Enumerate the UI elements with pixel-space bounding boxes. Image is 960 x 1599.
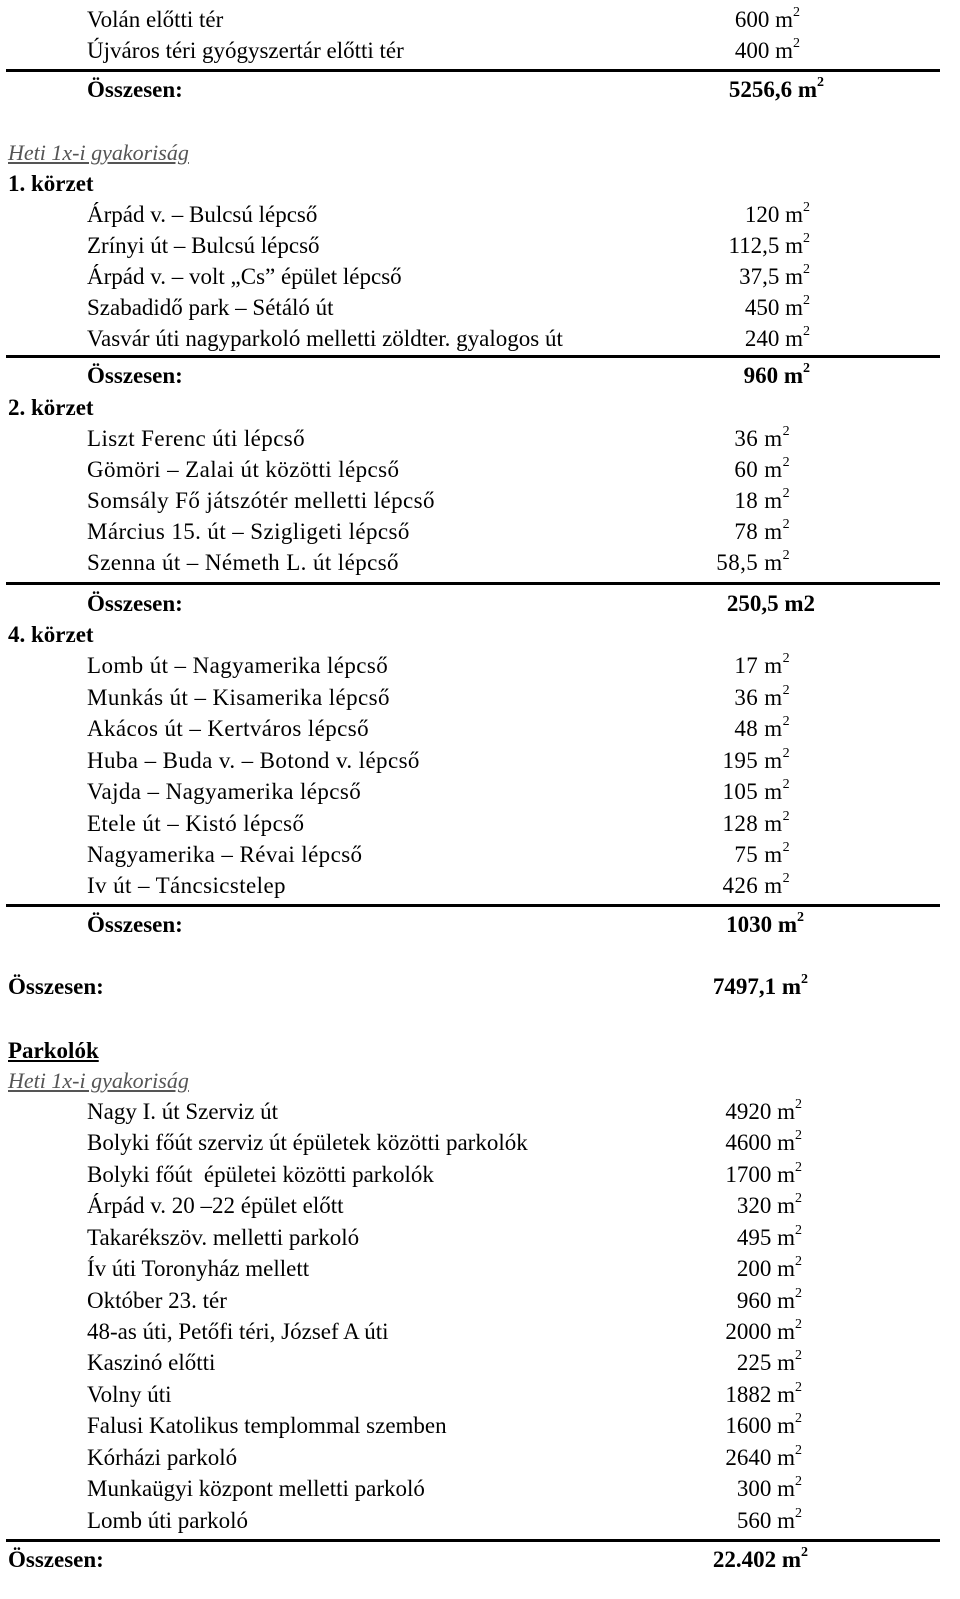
list-item: Somsály Fő játszótér melletti lépcső 18 $m^2$ bbox=[87, 486, 790, 513]
district-title: 4. körzet bbox=[8, 622, 94, 647]
subtotal-row: Összesen: 960 $m^2$ bbox=[87, 361, 810, 388]
divider bbox=[6, 355, 940, 358]
list-item: Akácos út – Kertváros lépcső 48 $m^2$ bbox=[87, 714, 790, 741]
list-item: Lomb úti parkoló 560 $m^2$ bbox=[87, 1506, 802, 1533]
divider bbox=[6, 1539, 940, 1542]
list-item: Árpád v. 20 –22 épület előtt 320 $m^2$ bbox=[87, 1191, 802, 1218]
total-value: 5256,6 $m^2$ bbox=[728, 75, 824, 102]
list-item: Takarékszöv. melletti parkoló 495 $m^2$ bbox=[87, 1223, 802, 1250]
divider bbox=[6, 904, 940, 907]
list-item: Huba – Buda v. – Botond v. lépcső 195 $m^2$ bbox=[87, 746, 790, 773]
list-item: Árpád v. – Bulcsú lépcső 120 $m^2$ bbox=[87, 200, 810, 227]
list-item: Vajda – Nagyamerika lépcső 105 $m^2$ bbox=[87, 777, 790, 804]
list-item: Etele út – Kistó lépcső 128 $m^2$ bbox=[87, 809, 790, 836]
list-item: Szabadidő park – Sétáló út 450 $m^2$ bbox=[87, 293, 810, 320]
list-item: Falusi Katolikus templommal szemben 1600 $m^2$ bbox=[87, 1411, 802, 1438]
list-item: Szenna út – Németh L. út lépcső 58,5 $m^2$ bbox=[87, 548, 790, 575]
list-item: Október 23. tér 960 $m^2$ bbox=[87, 1286, 802, 1313]
list-item: Március 15. út – Szigligeti lépcső 78 $m^2$ bbox=[87, 517, 790, 544]
list-item bbox=[0, 4, 960, 36]
subtotal-row bbox=[0, 74, 960, 106]
list-item: Vasvár úti nagyparkoló melletti zöldter. gyalogos út 240 $m^2$ bbox=[87, 324, 810, 351]
divider bbox=[6, 582, 940, 585]
list-item: Liszt Ferenc úti lépcső 36 $m^2$ bbox=[87, 424, 790, 451]
list-item: Volny úti 1882 $m^2$ bbox=[87, 1380, 802, 1407]
total-label: Összesen: bbox=[87, 77, 183, 102]
item-value: 400 $m^2$ bbox=[734, 36, 800, 63]
item-label: Újváros téri gyógyszertár előtti tér bbox=[87, 38, 404, 63]
subtotal-row: Összesen: 250,5 m2 bbox=[87, 591, 815, 616]
list-item: Lomb út – Nagyamerika lépcső 17 $m^2$ bbox=[87, 651, 790, 678]
subtotal-row: Összesen: 1030 $m^2$ bbox=[87, 910, 804, 937]
list-item: Bolyki főút épületei közötti parkolók 1700 $m^2$ bbox=[87, 1160, 802, 1187]
list-item: 48-as úti, Petőfi téri, József A úti 2000 $m^2$ bbox=[87, 1317, 802, 1344]
district-title: 1. körzet bbox=[8, 171, 94, 196]
item-value: 600 $m^2$ bbox=[734, 5, 800, 32]
divider bbox=[6, 69, 940, 72]
item-label: Volán előtti tér bbox=[87, 7, 224, 32]
list-item: Munkaügyi központ melletti parkoló 300 $m^2$ bbox=[87, 1474, 802, 1501]
subtotal-row: Összesen: 22.402 $m^2$ bbox=[8, 1545, 808, 1572]
list-item: Nagy I. út Szerviz út 4920 $m^2$ bbox=[87, 1097, 802, 1124]
list-item: Zrínyi út – Bulcsú lépcső 112,5 $m^2$ bbox=[87, 231, 810, 258]
list-item: Kaszinó előtti 225 $m^2$ bbox=[87, 1348, 802, 1375]
list-item: Ív úti Toronyház mellett 200 $m^2$ bbox=[87, 1254, 802, 1281]
list-item bbox=[0, 35, 960, 67]
district-title: 2. körzet bbox=[8, 395, 94, 420]
frequency-note: Heti 1x-i gyakoriság bbox=[8, 1068, 189, 1093]
frequency-note: Heti 1x-i gyakoriság bbox=[8, 140, 189, 165]
list-item: Munkás út – Kisamerika lépcső 36 $m^2$ bbox=[87, 683, 790, 710]
section-heading: Parkolók bbox=[8, 1038, 99, 1063]
grand-total-row: Összesen: 7497,1 $m^2$ bbox=[8, 972, 808, 999]
list-item: Gömöri – Zalai út közötti lépcső 60 $m^2$ bbox=[87, 455, 790, 482]
list-item: Iv út – Táncsicstelep 426 $m^2$ bbox=[87, 871, 790, 898]
list-item: Árpád v. – volt „Cs” épület lépcső 37,5 $m^2$ bbox=[87, 262, 810, 289]
list-item: Bolyki főút szerviz út épületek közötti parkolók 4600 $m^2$ bbox=[87, 1128, 802, 1155]
list-item: Nagyamerika – Révai lépcső 75 $m^2$ bbox=[87, 840, 790, 867]
list-item: Kórházi parkoló 2640 $m^2$ bbox=[87, 1443, 802, 1470]
